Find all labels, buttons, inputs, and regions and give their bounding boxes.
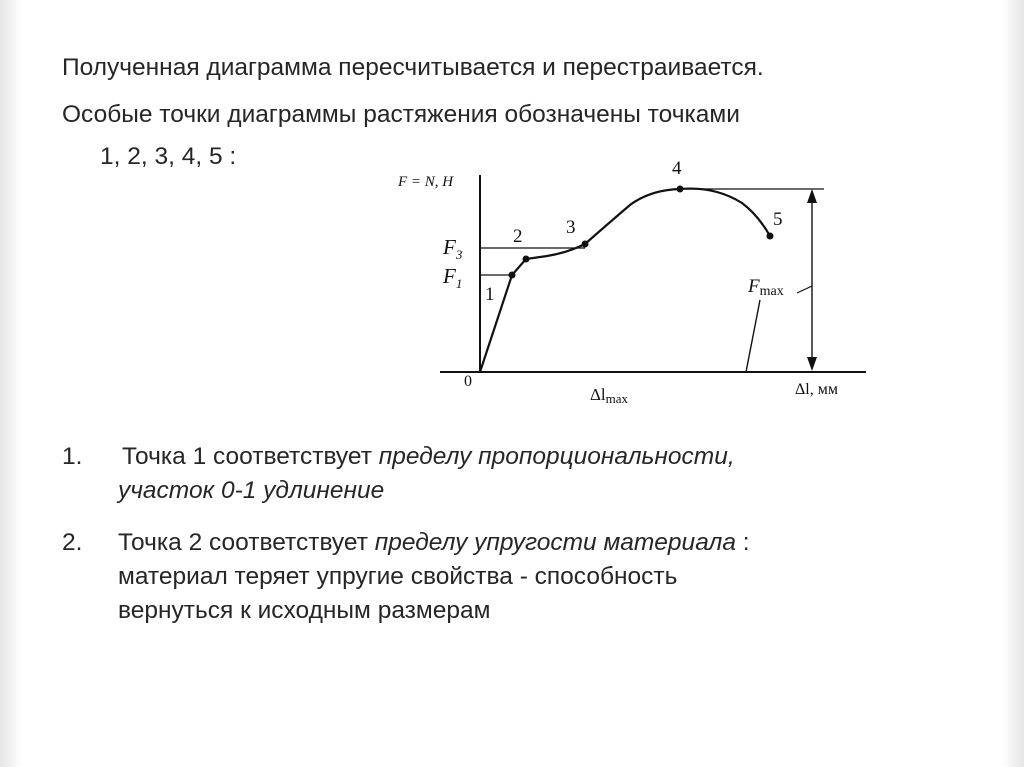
list-item-2 (62, 526, 962, 636)
point-label-5: 5 (773, 209, 783, 230)
list-item-2-line3: вернуться к исходным размерам (118, 597, 491, 624)
list-item-2-line2: материал теряет упругие свойства - способность (118, 563, 678, 590)
point-label-2: 2 (513, 226, 523, 247)
fmax-arrow-up (807, 189, 817, 203)
list-item-1-text (118, 440, 735, 508)
list-item-1-plain: Точка 1 соответствует (122, 443, 379, 470)
list-number-2: 2. (62, 529, 83, 556)
list-item-2-plain: Точка 2 соответствует (118, 529, 375, 556)
point-label-3: 3 (566, 217, 576, 238)
intro-line-3: 1, 2, 3, 4, 5 : (100, 143, 237, 170)
y-axis-label: F = N, Н (398, 174, 454, 190)
curve-point-3 (582, 241, 589, 248)
list-item-2-tail: : (735, 529, 750, 556)
list-number-1: 1. (62, 443, 83, 470)
curve-point-4 (677, 186, 684, 193)
fmax-leader-line (797, 286, 812, 293)
point-label-1: 1 (485, 284, 495, 305)
curve-point-1 (509, 272, 516, 279)
list-item-1 (62, 440, 962, 510)
dlmax-label: Δlmax (590, 385, 629, 406)
x-axis-label: Δl, мм (795, 381, 838, 398)
fmax-arrow-down (807, 357, 817, 371)
list-item-1-line2: участок 0-1 удлинение (118, 477, 385, 504)
f3-label: $F_3$ (443, 235, 463, 262)
list-item-2-italic: пределу упругости материала (374, 529, 736, 556)
curve-point-5 (767, 233, 774, 240)
f1-label: $F_1$ (443, 264, 463, 291)
list-item-2-text (118, 526, 750, 628)
intro-line-1: Полученная диаграмма пересчитывается и перестраивается. (62, 54, 764, 81)
intro-line-2: Особые точки диаграммы растяжения обозначены точками (62, 101, 740, 128)
fmax-label: Fmax (748, 276, 784, 299)
curve-point-2 (523, 256, 530, 263)
tensile-curve (480, 189, 770, 372)
point-label-4: 4 (672, 158, 682, 179)
list-item-1-italic: пределу пропорциональности, (378, 443, 735, 470)
unloading-line (746, 300, 760, 372)
origin-label: 0 (464, 373, 472, 390)
